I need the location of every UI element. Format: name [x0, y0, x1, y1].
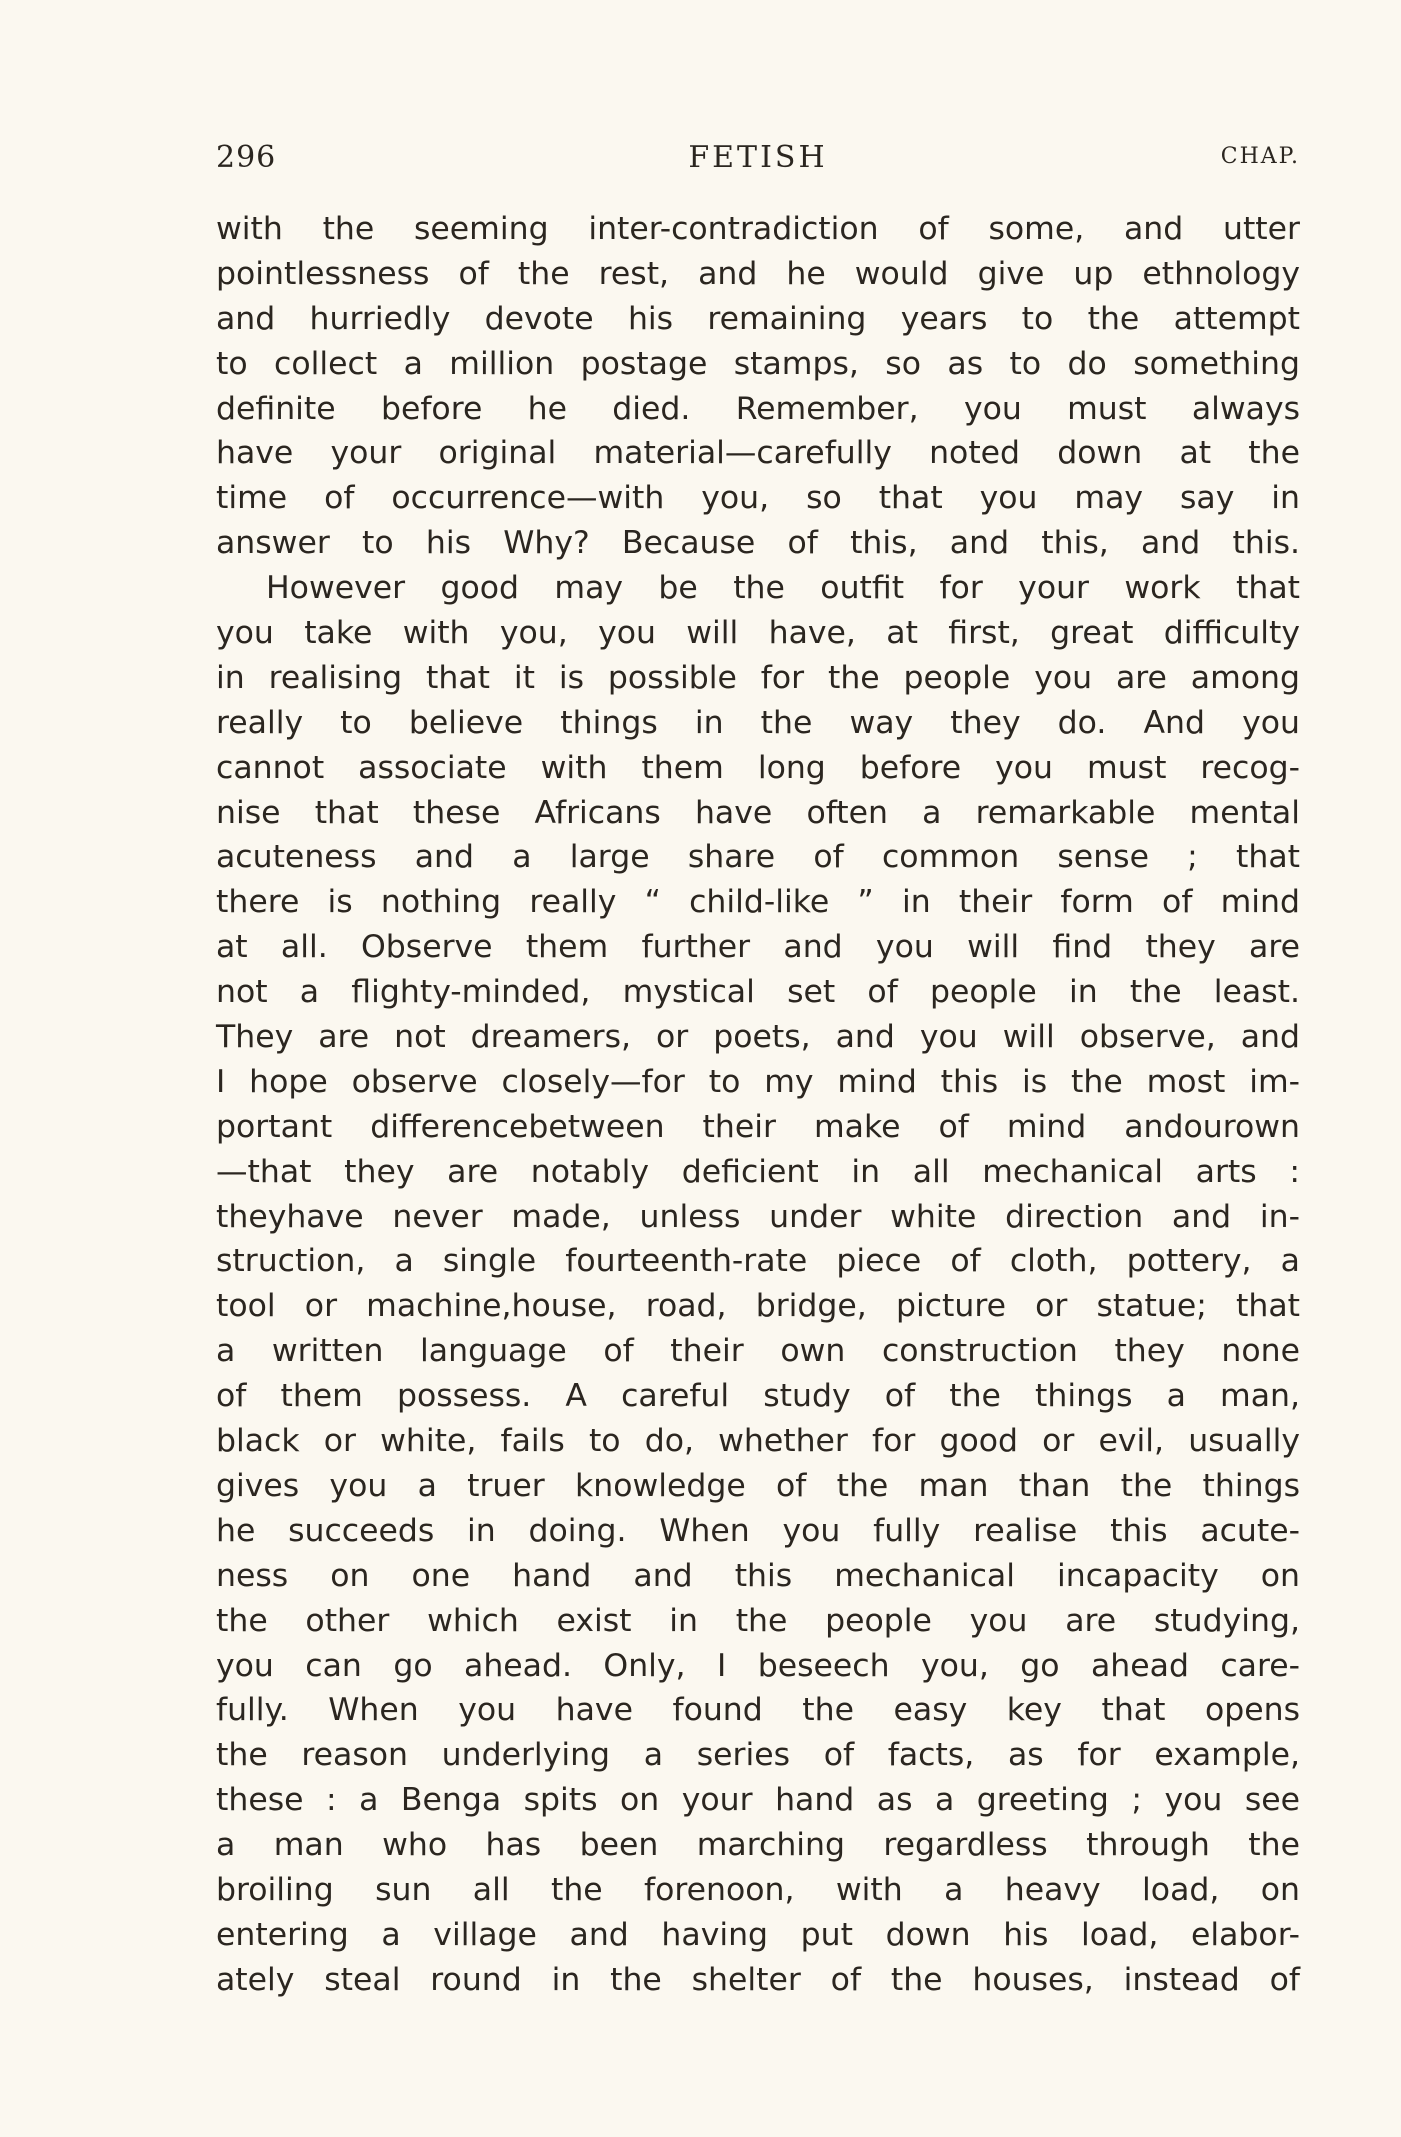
text-line: there is nothing really “ child-like ” in their form of mind	[216, 884, 1300, 921]
text-line: of them possess. A careful study of the things a man,	[216, 1378, 1300, 1415]
text-line: these : a Benga spits on your hand as a greeting ; you see	[216, 1782, 1300, 1819]
text-line: struction, a single fourteenth-rate piece of cloth, pottery, a	[216, 1243, 1300, 1280]
text-line: They are not dreamers, or poets, and you will observe, and	[216, 1019, 1300, 1056]
text-line: have your original material—carefully noted down at the	[216, 435, 1300, 472]
text-line: to collect a million postage stamps, so as to do something	[216, 345, 1300, 382]
running-head	[216, 140, 1300, 180]
text-line: not a flighty-minded, mystical set of people in the least.	[216, 974, 1300, 1011]
text-line: nise that these Africans have often a remarkable mental	[216, 794, 1300, 831]
text-line: tool or machine,house, road, bridge, picture or statue; that	[216, 1288, 1300, 1325]
text-line: acuteness and a large share of common sense ; that	[216, 839, 1300, 876]
text-line: ately steal round in the shelter of the houses, instead of	[216, 1961, 1300, 1998]
text-line: and hurriedly devote his remaining years to the attempt	[216, 300, 1300, 337]
text-line: a man who has been marching regardless through the	[216, 1827, 1300, 1864]
text-line: really to believe things in the way they do. And you	[216, 704, 1300, 741]
text-line: ness on one hand and this mechanical incapacity on	[216, 1557, 1300, 1594]
text-line: the other which exist in the people you are studying,	[216, 1602, 1300, 1639]
text-line: cannot associate with them long before you must recog-	[216, 749, 1300, 786]
text-line: you can go ahead. Only, I beseech you, go ahead care-	[216, 1647, 1300, 1684]
text-line: pointlessness of the rest, and he would give up ethnology	[216, 255, 1300, 292]
text-line: you take with you, you will have, at first, great difficulty	[216, 615, 1300, 652]
text-line: gives you a truer knowledge of the man than the things	[216, 1467, 1300, 1504]
chapter-label: CHAP.	[1220, 144, 1300, 169]
text-line: a written language of their own construction they none	[216, 1333, 1300, 1370]
running-title: FETISH	[688, 140, 828, 175]
text-line: time of occurrence—with you, so that you may say in	[216, 480, 1300, 517]
text-line: fully. When you have found the easy key that opens	[216, 1692, 1300, 1729]
text-line: at all. Observe them further and you will find they are	[216, 929, 1300, 966]
text-line: I hope observe closely—for to my mind this is the most im-	[216, 1063, 1300, 1100]
text-line: the reason underlying a series of facts, as for example,	[216, 1737, 1300, 1774]
text-line: portant differencebetween their make of mind andourown	[216, 1108, 1300, 1145]
text-line: in realising that it is possible for the people you are among	[216, 659, 1300, 696]
text-line: —that they are notably deficient in all mechanical arts :	[216, 1153, 1300, 1190]
text-line: answer to his Why? Because of this, and this, and this.	[216, 525, 1300, 562]
text-line: he succeeds in doing. When you fully realise this acute-	[216, 1512, 1300, 1549]
text-line: theyhave never made, unless under white direction and in-	[216, 1198, 1300, 1235]
text-line: with the seeming inter-contradiction of some, and utter	[216, 211, 1300, 247]
text-line: definite before he died. Remember, you must always	[216, 390, 1300, 427]
body-text	[216, 207, 1300, 2003]
page-number: 296	[216, 140, 277, 175]
text-line: entering a village and having put down his load, elabor-	[216, 1916, 1300, 1953]
text-line: black or white, fails to do, whether for good or evil, usually	[216, 1423, 1300, 1460]
paragraph-start-line: However good may be the outfit for your work that	[266, 570, 1300, 607]
text-line: broiling sun all the forenoon, with a heavy load, on	[216, 1871, 1300, 1908]
